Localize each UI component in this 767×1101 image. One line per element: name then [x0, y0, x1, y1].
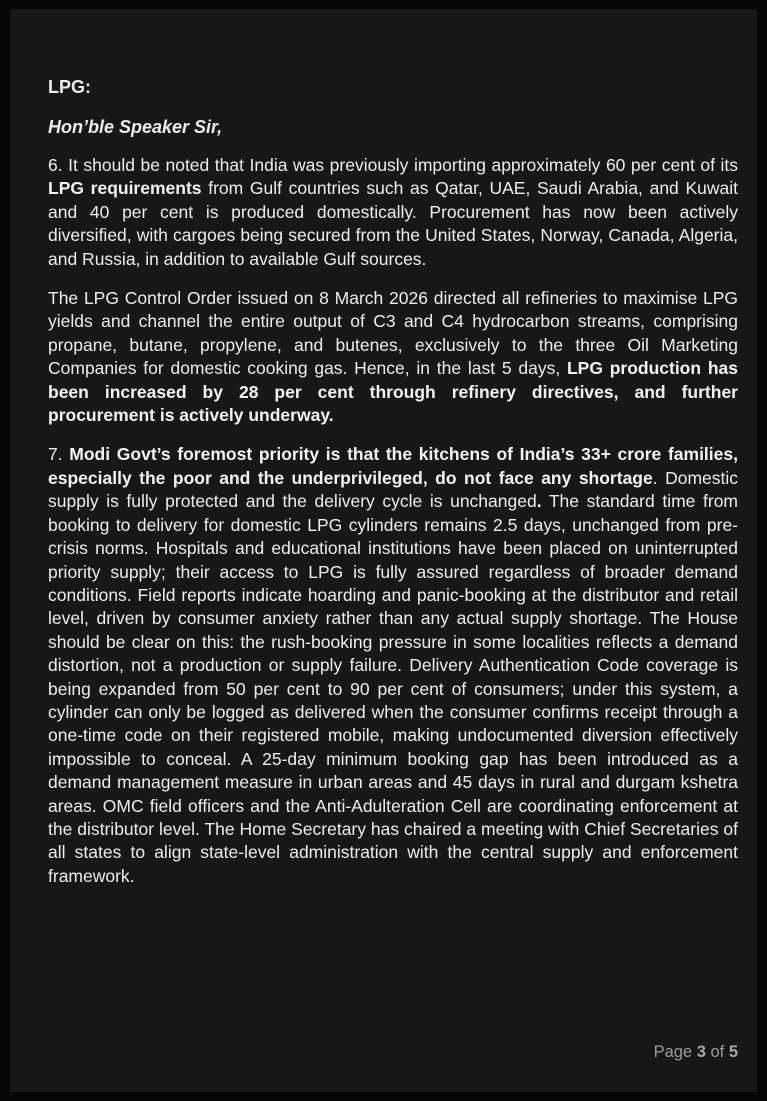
document-page	[10, 9, 757, 1092]
text-run: 6. It should be noted that India was previously importing approximately 60 per cent of its	[48, 155, 738, 175]
paragraph	[48, 443, 738, 888]
salutation: Hon’ble Speaker Sir,	[48, 117, 223, 137]
bold-text-run: LPG requirements	[48, 178, 202, 199]
bold-text-run: Modi Govt’s foremost priority is that the kitchens of India’s 33+ crore families, especially the poor and the underprivileged, do not face any shortage	[48, 444, 738, 488]
paragraphs	[48, 154, 738, 888]
paragraph	[48, 154, 738, 271]
footer-total-pages: 5	[728, 1043, 738, 1061]
footer-current-page: 3	[696, 1043, 706, 1061]
bold-text-run: LPG production has been increased by 28 per cent through refinery directives, and further procurement is actively underway.	[48, 358, 738, 426]
footer-page-label: Page	[653, 1043, 697, 1061]
text-run: from Gulf countries such as Qatar, UAE, Saudi Arabia, and Kuwait and 40 per cent is produced domestically. Procurement has now been actively diversified, with cargoes being secured from the United States, Norway, Canada, Algeria, and Russia, in addition to available Gulf sources.	[48, 178, 738, 269]
paragraph	[48, 287, 738, 427]
page-number-footer	[654, 1042, 738, 1062]
bold-text-run: .	[536, 491, 542, 512]
text-run: . Domestic supply is fully protected and the delivery cycle is unchanged	[48, 467, 739, 512]
page-title: LPG:	[48, 77, 91, 97]
footer-of-label: of	[705, 1043, 729, 1061]
text-run: The standard time from booking to delivery for domestic LPG cylinders remains 2.5 days, unchanged from pre-crisis norms. Hospitals and educational institutions have been placed on uninterrupted priority supply; their access to LPG is fully assured regardless of broader demand conditions. Field reports indicate hoarding and panic-booking at the distributor and retail level, driven by consumer anxiety rather than any actual supply shortage. The House should be clear on this: the rush-booking pressure in some localities reflects a demand distortion, not a production or supply failure. Delivery Authentication Code coverage is being expanded from 50 per cent to 90 per cent of consumers; under this system, a cylinder can only be logged as delivered when the consumer confirms receipt through a one-time code on their registered mobile, making undocumented diversion effectively impossible to conceal. A 25-day minimum booking gap has been introduced as a demand management measure in urban areas and 45 days in rural and durgam kshetra areas. OMC field officers and the Anti-Adulteration Cell are coordinating enforcement at the distributor level. The Home Secretary has chaired a meeting with Chief Secretaries of all states to align state-level administration with the central supply and enforcement framework.	[48, 491, 738, 886]
text-run: 7.	[48, 444, 70, 465]
text-run: The LPG Control Order issued on 8 March 2026 directed all refineries to maximise LPG yields and channel the entire output of C3 and C4 hydrocarbon streams, comprising propane, butane, propylene, and butenes, exclusively to the three Oil Marketing Companies for domestic cooking gas. Hence, in the last 5 days,	[48, 288, 738, 379]
